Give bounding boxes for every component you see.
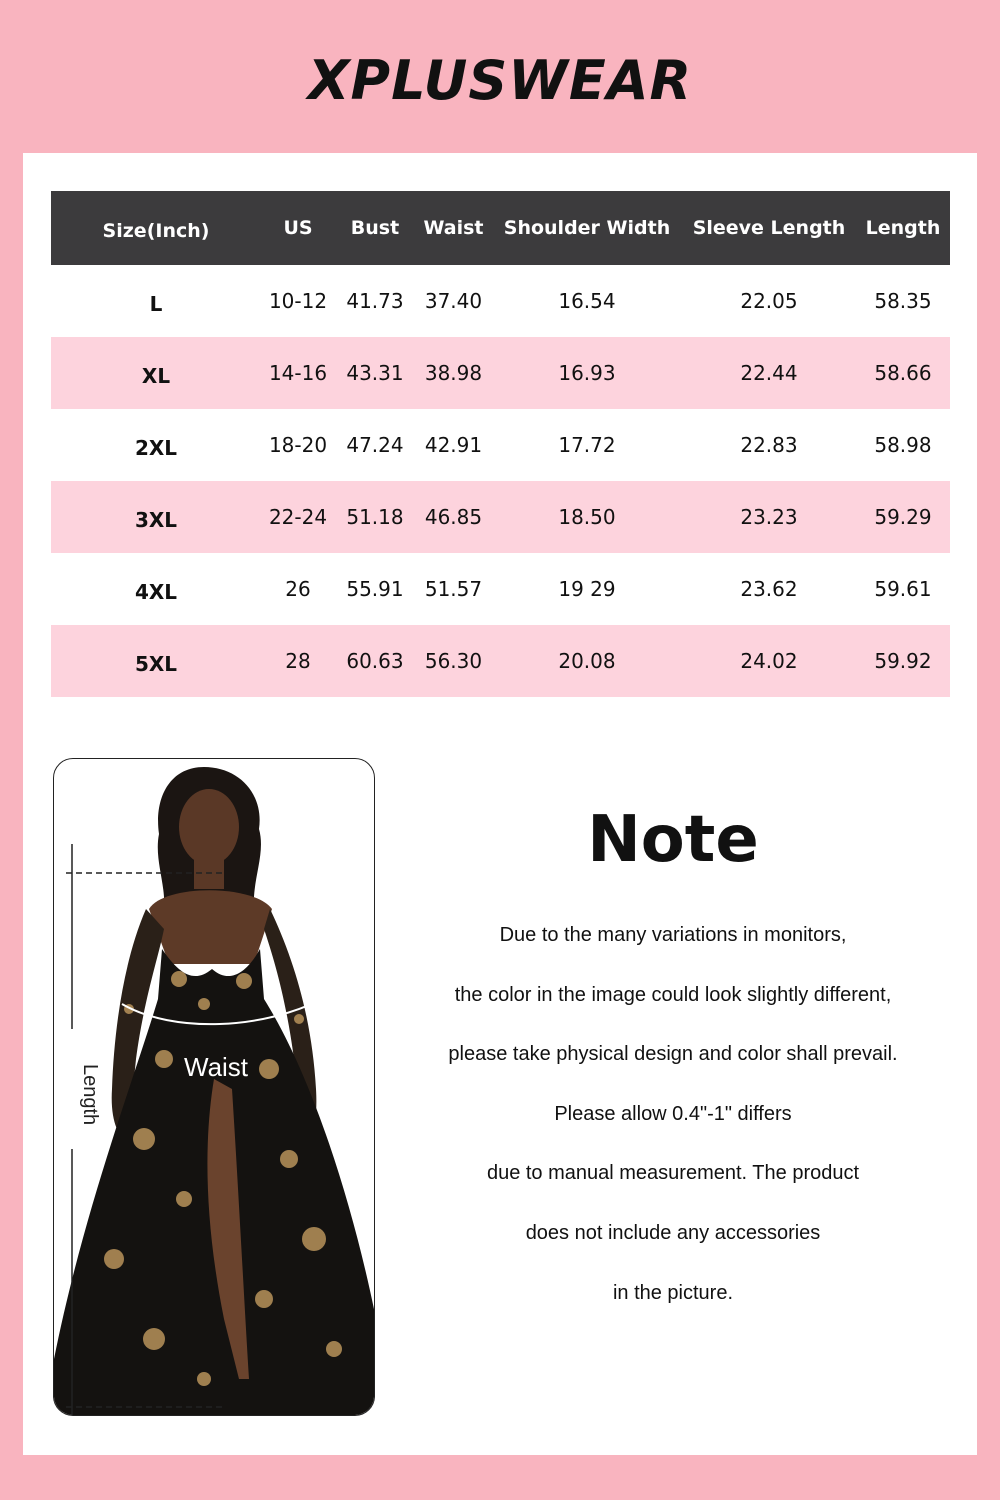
cell-waist: 56.30	[415, 625, 492, 697]
brand-name: XPLUSWEAR	[307, 48, 693, 112]
cell-waist: 42.91	[424, 433, 483, 457]
cell-size: 3XL	[51, 481, 261, 553]
cell-us: 10-12	[268, 289, 328, 313]
note-text	[395, 915, 951, 1332]
cell-waist: 46.85	[415, 481, 492, 553]
cell-length: 59.92	[856, 625, 950, 697]
note-line: does not include any accessories	[525, 1221, 821, 1244]
cell-length: 59.61	[874, 577, 932, 601]
cell-size: 2XL	[134, 436, 178, 460]
header-bust: Bust	[335, 191, 415, 265]
note-line: Please allow 0.4"-1" differs	[554, 1102, 792, 1125]
cell-us: 26	[285, 577, 311, 601]
note-line: please take physical design and color shall prevail.	[448, 1043, 898, 1066]
cell-sleeve-length: 22.05	[740, 289, 798, 313]
model-photo	[53, 758, 375, 1416]
cell-shoulder-width: 16.93	[492, 337, 682, 409]
cell-shoulder-width: 20.08	[492, 625, 682, 697]
table-header-row	[51, 191, 950, 265]
model-illustration	[54, 759, 375, 1416]
cell-length: 58.35	[874, 289, 932, 313]
table-row	[51, 409, 950, 481]
cell-shoulder-width: 18.50	[492, 481, 682, 553]
header-us: US	[261, 191, 335, 265]
table-row	[51, 553, 950, 625]
cell-bust: 41.73	[346, 289, 404, 313]
cell-size: XL	[51, 337, 261, 409]
header-sleeve-length: Sleeve Length	[682, 191, 856, 265]
cell-size: 4XL	[134, 580, 178, 604]
cell-length: 58.98	[874, 433, 932, 457]
cell-bust: 55.91	[346, 577, 404, 601]
cell-sleeve-length: 23.23	[682, 481, 856, 553]
size-table	[51, 191, 950, 697]
cell-length: 58.66	[856, 337, 950, 409]
cell-sleeve-length: 24.02	[682, 625, 856, 697]
header-waist: Waist	[415, 191, 492, 265]
note-title: Note	[587, 803, 759, 877]
waist-label: Waist	[184, 1052, 249, 1082]
brand-logo	[0, 44, 1000, 116]
cell-shoulder-width: 16.54	[558, 289, 616, 313]
note-line: Due to the many variations in monitors,	[499, 924, 847, 946]
cell-sleeve-length: 23.62	[740, 577, 798, 601]
cell-shoulder-width: 19 29	[558, 577, 616, 601]
cell-size: 5XL	[51, 625, 261, 697]
cell-sleeve-length: 22.83	[740, 433, 798, 457]
cell-bust: 60.63	[335, 625, 415, 697]
cell-waist: 51.57	[424, 577, 483, 601]
table-row	[51, 265, 950, 337]
note-line: the color in the image could look slightly different,	[454, 983, 892, 1006]
cell-us: 28	[261, 625, 335, 697]
cell-waist: 38.98	[415, 337, 492, 409]
header-shoulder-width: Shoulder Width	[492, 191, 682, 265]
table-row	[51, 481, 950, 553]
header-length: Length	[856, 191, 950, 265]
size-chart-card	[23, 153, 977, 1455]
note-line: in the picture.	[612, 1281, 734, 1304]
cell-bust: 47.24	[346, 433, 404, 457]
cell-length: 59.29	[856, 481, 950, 553]
cell-shoulder-width: 17.72	[558, 433, 616, 457]
cell-us: 18-20	[268, 433, 328, 457]
cell-sleeve-length: 22.44	[682, 337, 856, 409]
length-label: Length	[79, 1064, 101, 1126]
cell-waist: 37.40	[424, 289, 483, 313]
cell-bust: 51.18	[335, 481, 415, 553]
table-row	[51, 337, 950, 409]
cell-size: L	[149, 292, 163, 316]
cell-us: 22-24	[261, 481, 335, 553]
table-row	[51, 625, 950, 697]
cell-us: 14-16	[261, 337, 335, 409]
header-size: Size(Inch)	[51, 191, 261, 265]
cell-bust: 43.31	[335, 337, 415, 409]
note-line: due to manual measurement. The product	[486, 1162, 860, 1185]
